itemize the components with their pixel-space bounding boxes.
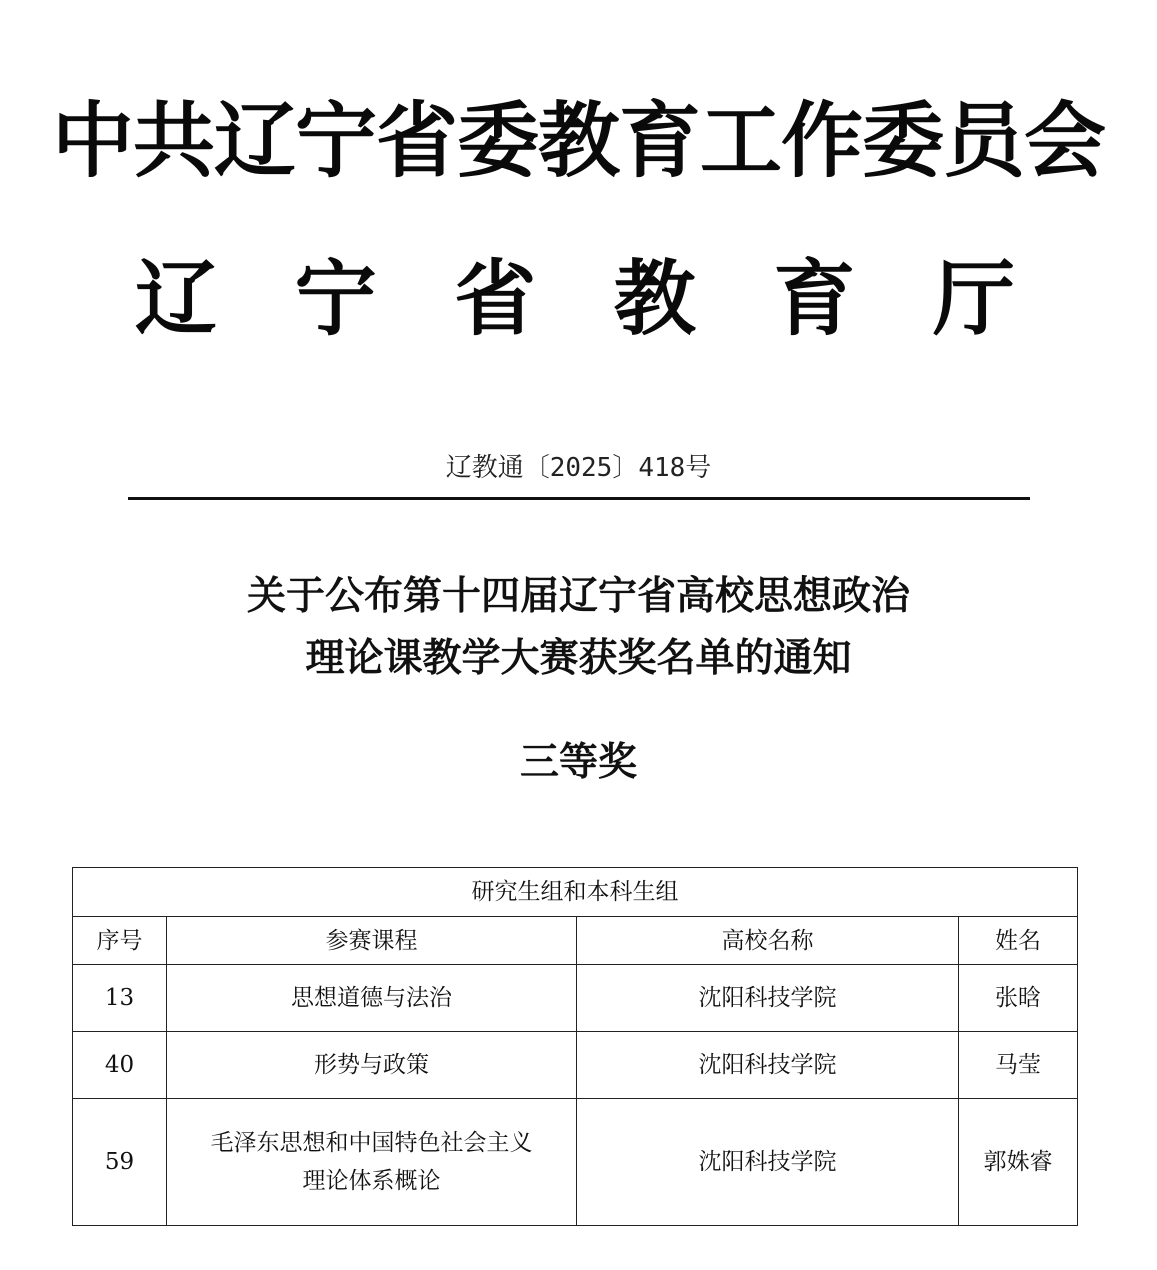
award-winners-table <box>72 867 1078 1226</box>
row-name: 张晗 <box>959 965 1078 1032</box>
issuer-heading-education-department <box>135 250 1015 350</box>
column-header-school: 高校名称 <box>577 917 959 965</box>
table-row <box>73 965 1078 1032</box>
row-name: 马莹 <box>959 1032 1078 1099</box>
issuer-char: 厅 <box>932 252 1015 347</box>
table-caption-row <box>73 868 1078 917</box>
row-school: 沈阳科技学院 <box>577 965 959 1032</box>
issuer-char: 教 <box>613 252 696 347</box>
column-header-number: 序号 <box>73 917 167 965</box>
table-row <box>73 1099 1078 1226</box>
row-number: 59 <box>73 1099 167 1226</box>
document-number: 辽教通〔2025〕418号 <box>445 453 712 483</box>
table-header-row <box>73 917 1078 965</box>
issuer-char: 省 <box>454 252 537 347</box>
table-row <box>73 1032 1078 1099</box>
award-level-heading: 三等奖 <box>519 740 637 785</box>
row-course <box>167 1099 577 1226</box>
course-line: 形势与政策 <box>314 1052 429 1078</box>
course-line: 思想道德与法治 <box>291 985 452 1011</box>
course-line: 理论体系概论 <box>302 1168 441 1194</box>
group-caption: 研究生组和本科生组 <box>73 868 1078 917</box>
row-number: 13 <box>73 965 167 1032</box>
row-name: 郭姝睿 <box>959 1099 1078 1226</box>
column-header-name: 姓名 <box>959 917 1078 965</box>
header-divider <box>128 497 1030 500</box>
row-school: 沈阳科技学院 <box>577 1032 959 1099</box>
course-line: 毛泽东思想和中国特色社会主义 <box>210 1130 533 1156</box>
row-school: 沈阳科技学院 <box>577 1099 959 1226</box>
issuer-char: 宁 <box>294 252 377 347</box>
issuer-char: 育 <box>773 252 856 347</box>
notice-title-line-2: 理论课教学大赛获奖名单的通知 <box>305 636 852 681</box>
issuer-heading-party-committee: 中共辽宁省委教育工作委员会 <box>51 94 1105 189</box>
row-course <box>167 1032 577 1099</box>
row-number: 40 <box>73 1032 167 1099</box>
issuer-char: 辽 <box>135 252 218 347</box>
row-course <box>167 965 577 1032</box>
notice-title-line-1: 关于公布第十四届辽宁省高校思想政治 <box>246 574 910 619</box>
column-header-course: 参赛课程 <box>167 917 577 965</box>
